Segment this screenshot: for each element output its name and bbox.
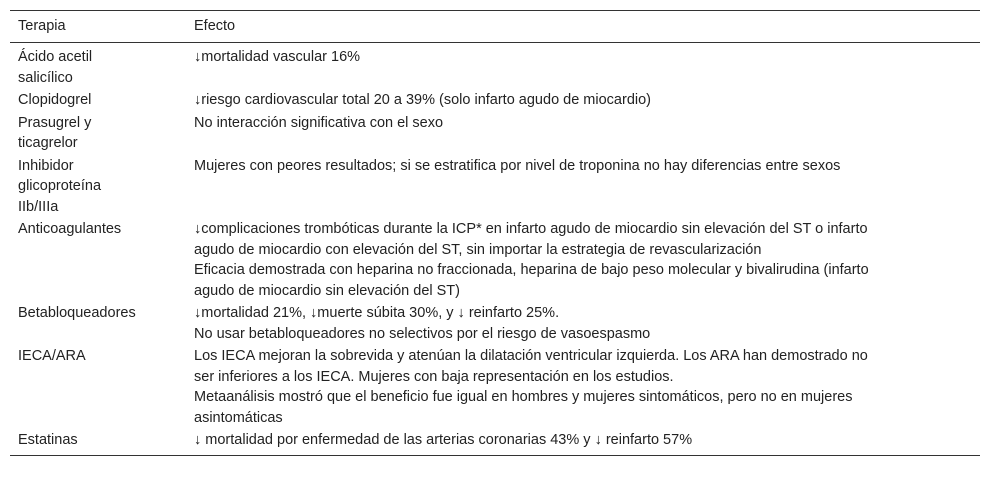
therapy-effects-table-container bbox=[10, 10, 980, 456]
table-row bbox=[10, 89, 980, 112]
effect-cell bbox=[186, 429, 980, 455]
table-row bbox=[10, 43, 980, 90]
effect-line: Mujeres con peores resultados; si se estratifica por nivel de troponina no hay diferencias entre sexos bbox=[194, 157, 841, 174]
therapy-line: IIb/IIIa bbox=[18, 198, 59, 215]
therapy-line: salicílico bbox=[18, 69, 73, 86]
effect-line: agudo de miocardio con elevación del ST, sin importar la estrategia de revascularización bbox=[194, 241, 762, 258]
effect-cell bbox=[186, 112, 980, 155]
table-row bbox=[10, 112, 980, 155]
table-header-row bbox=[10, 11, 980, 43]
effect-line: Los IECA mejoran la sobrevida y atenúan la dilatación ventricular izquierda. Los ARA han demostrado no bbox=[194, 348, 868, 364]
effect-line: Eficacia demostrada con heparina no fraccionada, heparina de bajo peso molecular y bivalirudina (infarto bbox=[194, 262, 869, 278]
table-row bbox=[10, 155, 980, 219]
effect-line: ↓mortalidad vascular 16% bbox=[194, 49, 361, 65]
therapy-cell bbox=[10, 302, 186, 345]
effect-line: Metaanálisis mostró que el beneficio fue igual en hombres y mujeres sintomáticos, pero no en mujeres bbox=[194, 389, 853, 405]
effect-cell bbox=[186, 43, 980, 90]
effect-line: No interacción significativa con el sexo bbox=[194, 114, 444, 131]
therapy-cell bbox=[10, 218, 186, 302]
table-row bbox=[10, 218, 980, 302]
effect-line: agudo de miocardio sin elevación del ST) bbox=[194, 282, 460, 299]
effect-line: ser inferiores a los IECA. Mujeres con baja representación en los estudios. bbox=[194, 368, 674, 385]
table-row bbox=[10, 302, 980, 345]
therapy-line: IECA/ARA bbox=[18, 348, 86, 364]
therapy-line: glicoproteína bbox=[18, 178, 102, 194]
therapy-line: Estatinas bbox=[18, 432, 78, 448]
effect-cell bbox=[186, 302, 980, 345]
effect-cell bbox=[186, 345, 980, 429]
effect-line: ↓ mortalidad por enfermedad de las arterias coronarias 43% y ↓ reinfarto 57% bbox=[194, 432, 693, 448]
therapy-line: Prasugrel y bbox=[18, 114, 92, 131]
header-therapy: Terapia bbox=[18, 18, 66, 34]
table-row bbox=[10, 429, 980, 455]
therapy-cell bbox=[10, 43, 186, 90]
effect-line: asintomáticas bbox=[194, 409, 283, 426]
effect-cell bbox=[186, 89, 980, 112]
therapy-line: ticagrelor bbox=[18, 135, 78, 151]
therapy-cell bbox=[10, 112, 186, 155]
header-effect: Efecto bbox=[194, 18, 236, 34]
effect-line: No usar betabloqueadores no selectivos por el riesgo de vasoespasmo bbox=[194, 325, 651, 342]
therapy-effects-table bbox=[10, 10, 980, 456]
table-row bbox=[10, 345, 980, 429]
effect-line: ↓mortalidad 21%, ↓muerte súbita 30%, y ↓ reinfarto 25%. bbox=[194, 305, 560, 321]
therapy-cell bbox=[10, 89, 186, 112]
therapy-cell bbox=[10, 429, 186, 455]
effect-line: ↓riesgo cardiovascular total 20 a 39% (solo infarto agudo de miocardio) bbox=[194, 92, 651, 108]
therapy-line: Anticoagulantes bbox=[18, 221, 122, 237]
therapy-line: Ácido acetil bbox=[18, 49, 93, 65]
therapy-line: Betabloqueadores bbox=[18, 305, 136, 321]
effect-line: ↓complicaciones trombóticas durante la ICP* en infarto agudo de miocardio sin elevación del ST o infarto bbox=[194, 221, 868, 237]
therapy-line: Clopidogrel bbox=[18, 92, 92, 108]
therapy-line: Inhibidor bbox=[18, 157, 74, 174]
therapy-cell bbox=[10, 345, 186, 429]
effect-cell bbox=[186, 155, 980, 219]
therapy-cell bbox=[10, 155, 186, 219]
effect-cell bbox=[186, 218, 980, 302]
